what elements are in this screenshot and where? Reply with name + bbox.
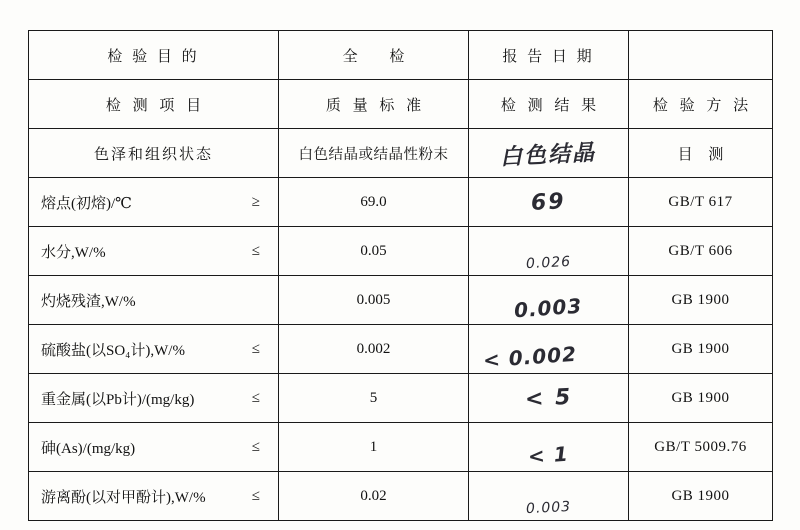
row-standard-cell [279,472,469,521]
row-result-cell[interactable] [469,276,629,325]
column-header-result [469,80,629,129]
row-standard-value: 69.0 [360,193,387,210]
row-method-value: GB/T 606 [668,242,733,259]
row-method-cell [629,178,773,227]
purpose-value-cell [279,31,469,80]
row-item-operator: ≤ [251,487,260,504]
row-item-cell [29,472,279,521]
report-date-label-cell [469,31,629,80]
report-date-value-cell [629,31,773,80]
table-row [29,227,773,276]
row-method-cell [629,129,773,178]
row-result-handwriting: < 5 [524,384,573,412]
row-method-value: GB 1900 [671,291,730,308]
row-item-cell [29,374,279,423]
row-method-cell [629,325,773,374]
row-result-handwriting: 0.026 [525,253,572,273]
column-header-item [29,80,279,129]
row-standard-cell [279,423,469,472]
column-header-result-label: 检 测 结 果 [500,97,601,114]
row-item-operator: ≤ [251,438,260,455]
row-standard-value: 5 [369,389,378,406]
row-item-cell [29,325,279,374]
row-item-operator: ≤ [251,242,260,259]
row-method-value: GB/T 617 [668,193,733,210]
row-standard-cell [279,178,469,227]
row-result-cell[interactable] [469,423,629,472]
row-item-label: 灼烧残渣,W/% [41,293,136,310]
row-item-cell [29,129,279,178]
row-standard-value: 1 [369,438,378,455]
row-result-cell[interactable] [469,227,629,276]
table-row [29,374,773,423]
row-result-cell[interactable] [469,374,629,423]
row-result-cell[interactable] [469,178,629,227]
column-header-method [629,80,773,129]
row-item-operator: ≤ [251,340,260,357]
row-item-operator: ≥ [251,193,260,210]
purpose-label: 检 验 目 的 [107,48,200,65]
row-result-cell[interactable] [469,325,629,374]
row-result-handwriting: 69 [530,188,567,216]
row-result-handwriting: 白色结晶 [500,140,598,170]
row-standard-cell [279,227,469,276]
table-row [29,178,773,227]
table-row [29,423,773,472]
row-method-value: 目 测 [677,146,730,163]
row-item-cell [29,276,279,325]
row-standard-cell [279,276,469,325]
row-standard-value: 白色结晶或结晶性粉末 [298,146,449,163]
row-item-label: 砷(As)/(mg/kg) [41,440,136,457]
row-item-label: 熔点(初熔)/℃ [41,195,132,212]
row-standard-value: 0.02 [360,487,387,504]
row-result-cell[interactable] [469,129,629,178]
row-method-cell [629,276,773,325]
row-standard-value: 0.005 [356,291,391,308]
purpose-value: 全 检 [342,48,419,65]
table-row [29,129,773,178]
row-method-value: GB 1900 [671,487,730,504]
row-result-cell[interactable] [469,472,629,521]
row-result-handwriting: < 0.002 [482,341,578,373]
column-header-item-label: 检 测 项 目 [105,97,206,114]
row-standard-cell [279,325,469,374]
column-header-method-label: 检 验 方 法 [652,97,753,114]
row-item-label: 色泽和组织状态 [93,146,213,163]
row-method-cell [629,374,773,423]
table-header-row-columns [29,80,773,129]
row-method-value: GB 1900 [671,389,730,406]
row-standard-value: 0.05 [360,242,387,259]
table-row [29,472,773,521]
row-method-value: GB 1900 [671,340,730,357]
table-row [29,276,773,325]
table-row [29,325,773,374]
row-item-cell [29,178,279,227]
row-item-label: 游离酚(以对甲酚计),W/% [41,489,206,506]
row-item-cell [29,423,279,472]
row-method-cell [629,472,773,521]
row-method-value: GB/T 5009.76 [654,438,747,455]
row-item-label: 硫酸盐(以SO₄计),W/% [41,342,185,359]
inspection-report-table [28,30,773,521]
row-result-handwriting: 0.003 [513,293,584,323]
row-item-cell [29,227,279,276]
report-date-label: 报 告 日 期 [502,48,595,65]
row-method-cell [629,423,773,472]
row-method-cell [629,227,773,276]
row-standard-cell [279,129,469,178]
row-result-handwriting: 0.003 [525,498,572,518]
row-item-label: 水分,W/% [41,244,106,261]
row-standard-cell [279,374,469,423]
row-standard-value: 0.002 [356,340,391,357]
column-header-standard [279,80,469,129]
row-result-handwriting: < 1 [527,441,570,469]
row-item-label: 重金属(以Pb计)/(mg/kg) [41,391,195,408]
row-item-operator: ≤ [251,389,260,406]
purpose-label-cell [29,31,279,80]
table-header-row-top [29,31,773,80]
column-header-standard-label: 质 量 标 准 [325,97,426,114]
